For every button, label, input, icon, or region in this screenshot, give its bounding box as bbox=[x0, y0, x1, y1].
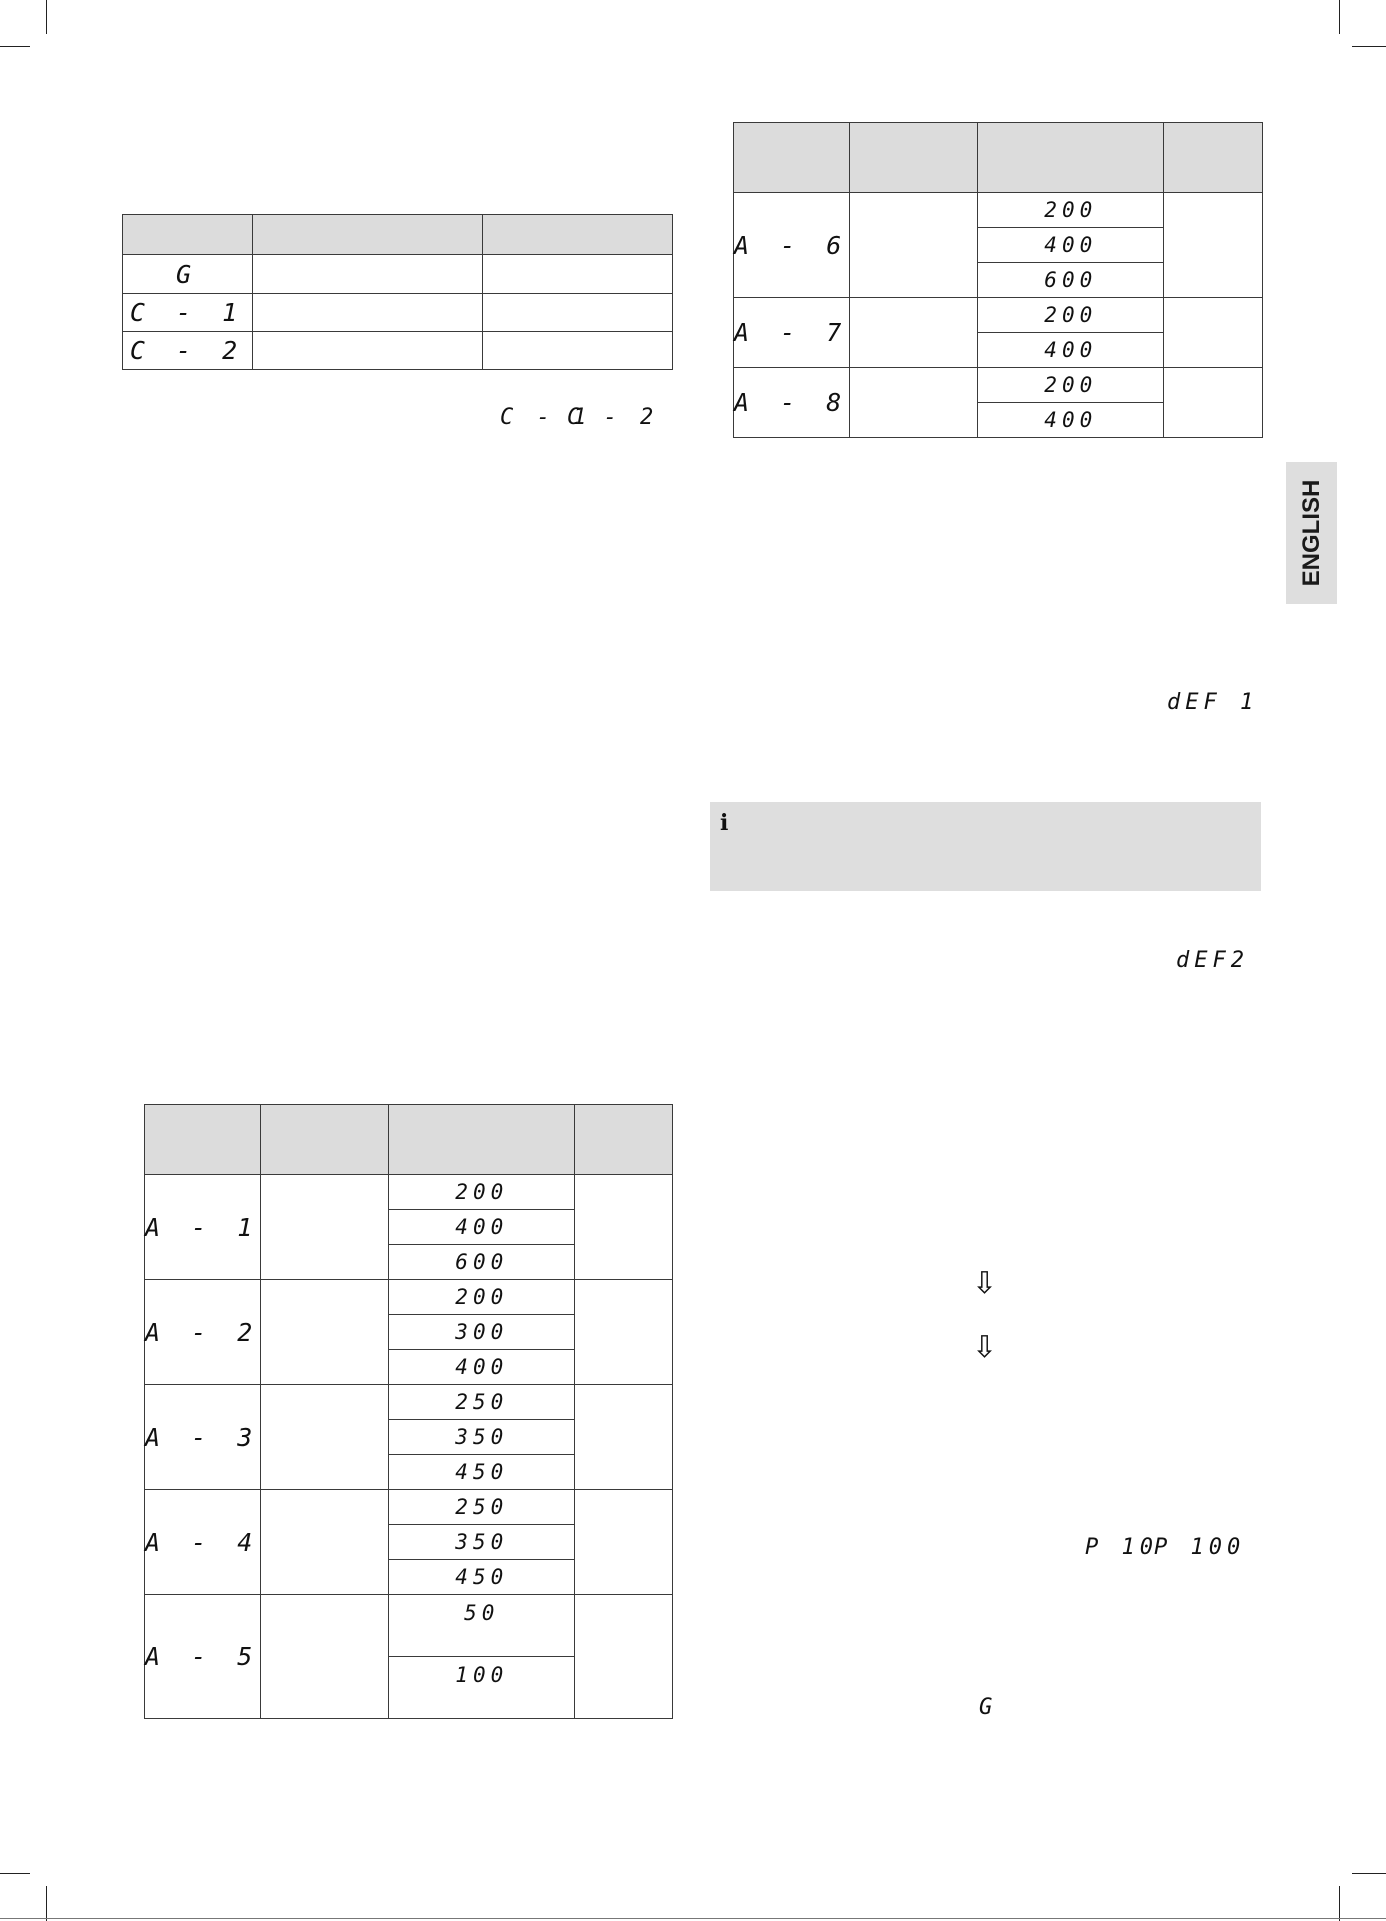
display-code: G bbox=[175, 259, 200, 289]
language-tab bbox=[1286, 462, 1337, 604]
table-header-row bbox=[123, 215, 673, 255]
value-cell bbox=[389, 1350, 575, 1385]
inline-code-def1: dEF 1 bbox=[1167, 690, 1259, 715]
bottom-rule bbox=[0, 1918, 1386, 1919]
table-row bbox=[145, 1490, 673, 1525]
value-cell bbox=[978, 228, 1164, 263]
program-code-cell bbox=[734, 368, 850, 438]
value: 450 bbox=[455, 1460, 509, 1484]
value: 300 bbox=[455, 1320, 509, 1344]
table-row bbox=[145, 1280, 673, 1315]
program-table-b bbox=[733, 122, 1263, 438]
program-code: A - 6 bbox=[734, 230, 850, 260]
value: 100 bbox=[455, 1663, 509, 1687]
table-header-row bbox=[145, 1105, 673, 1175]
value-cell bbox=[389, 1175, 575, 1210]
value-cell bbox=[389, 1315, 575, 1350]
display-code: C - 1 bbox=[129, 298, 246, 327]
program-code: A - 7 bbox=[734, 318, 850, 347]
value-cell bbox=[978, 193, 1164, 228]
value: 200 bbox=[455, 1180, 509, 1204]
value: 200 bbox=[1044, 303, 1098, 327]
program-code: A - 3 bbox=[145, 1422, 261, 1452]
table-row bbox=[145, 1595, 673, 1657]
value-cell bbox=[389, 1595, 575, 1657]
table-header-row bbox=[734, 123, 1263, 193]
program-code-cell bbox=[145, 1595, 261, 1719]
program-code: A - 4 bbox=[145, 1527, 261, 1557]
program-table-a bbox=[144, 1104, 673, 1719]
value: 400 bbox=[455, 1215, 509, 1239]
inline-code-def2: dEF2 bbox=[1176, 948, 1249, 973]
value: 250 bbox=[455, 1495, 509, 1519]
down-arrow-icon: ⇩ bbox=[972, 1266, 998, 1301]
value-cell bbox=[389, 1210, 575, 1245]
crop-mark bbox=[1352, 1873, 1386, 1874]
program-code-cell bbox=[145, 1175, 261, 1280]
program-code-cell bbox=[734, 193, 850, 298]
program-code-cell bbox=[734, 298, 850, 368]
program-code-cell bbox=[145, 1490, 261, 1595]
program-code-cell bbox=[145, 1280, 261, 1385]
crop-mark bbox=[1339, 1886, 1340, 1921]
value: 600 bbox=[1044, 268, 1098, 292]
inline-code-p10: P 10 bbox=[1085, 1535, 1158, 1560]
value-cell bbox=[389, 1560, 575, 1595]
inline-code-g: G bbox=[979, 1695, 998, 1720]
crop-mark bbox=[46, 1886, 47, 1921]
value-cell bbox=[389, 1657, 575, 1719]
info-note-box bbox=[710, 802, 1261, 891]
value-cell bbox=[389, 1245, 575, 1280]
language-tab-label: ENGLISH bbox=[1297, 479, 1325, 587]
value-cell bbox=[389, 1280, 575, 1315]
code-cell bbox=[123, 332, 253, 370]
value-cell bbox=[389, 1525, 575, 1560]
crop-mark bbox=[1352, 46, 1386, 47]
value: 50 bbox=[464, 1601, 500, 1625]
program-code-cell bbox=[145, 1385, 261, 1490]
value-cell bbox=[389, 1455, 575, 1490]
table-row bbox=[734, 193, 1263, 228]
value-cell bbox=[389, 1420, 575, 1455]
table-row bbox=[145, 1175, 673, 1210]
value-cell bbox=[389, 1490, 575, 1525]
display-code: C - 2 bbox=[129, 336, 246, 365]
value-cell bbox=[978, 403, 1164, 438]
table-row bbox=[123, 294, 673, 332]
value: 200 bbox=[1044, 373, 1098, 397]
inline-code-p100: P 100 bbox=[1154, 1535, 1246, 1560]
table-row bbox=[734, 298, 1263, 333]
down-arrow-icon: ⇩ bbox=[972, 1330, 998, 1365]
table-row bbox=[734, 368, 1263, 403]
program-code: A - 2 bbox=[145, 1317, 261, 1347]
value: 400 bbox=[1044, 338, 1098, 362]
value: 200 bbox=[455, 1285, 509, 1309]
crop-mark bbox=[0, 46, 30, 47]
value: 400 bbox=[455, 1355, 509, 1379]
value: 600 bbox=[455, 1250, 509, 1274]
small-code-table bbox=[122, 214, 673, 370]
value: 350 bbox=[455, 1425, 509, 1449]
value-cell bbox=[389, 1385, 575, 1420]
value: 350 bbox=[455, 1530, 509, 1554]
info-icon: i bbox=[720, 810, 729, 836]
value-cell bbox=[978, 263, 1164, 298]
value: 250 bbox=[455, 1390, 509, 1414]
program-code: A - 5 bbox=[145, 1642, 261, 1671]
table-row bbox=[123, 332, 673, 370]
program-code: A - 1 bbox=[145, 1212, 261, 1242]
inline-code-c1: C - 1 bbox=[500, 405, 592, 430]
value: 400 bbox=[1044, 408, 1098, 432]
crop-mark bbox=[46, 0, 47, 34]
value-cell bbox=[978, 368, 1164, 403]
value: 200 bbox=[1044, 198, 1098, 222]
value-cell bbox=[978, 333, 1164, 368]
value-cell bbox=[978, 298, 1164, 333]
program-code: A - 8 bbox=[734, 388, 850, 417]
table-row bbox=[123, 255, 673, 294]
crop-mark bbox=[0, 1873, 30, 1874]
crop-mark bbox=[1339, 0, 1340, 34]
value: 450 bbox=[455, 1565, 509, 1589]
code-cell bbox=[123, 255, 253, 294]
code-cell bbox=[123, 294, 253, 332]
table-row bbox=[145, 1385, 673, 1420]
inline-code-c2: C - 2 bbox=[567, 405, 659, 430]
value: 400 bbox=[1044, 233, 1098, 257]
